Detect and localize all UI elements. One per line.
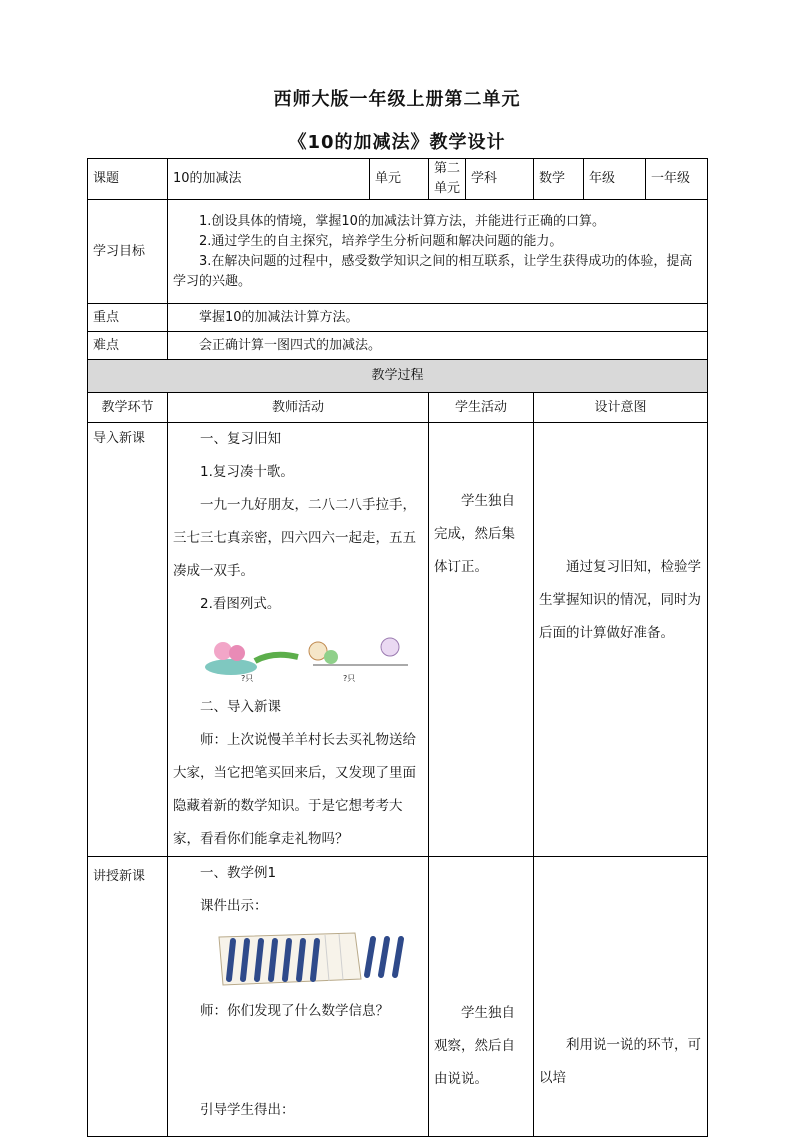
subject-label: 学科 [466, 159, 534, 200]
section1-teacher [168, 423, 429, 857]
goal-item: 2.通过学生的自主探究，培养学生分析问题和解决问题的能力。 [199, 233, 563, 249]
unit-label: 单元 [370, 159, 429, 200]
topic-label: 课题 [88, 159, 168, 200]
figure-label: ?只 [241, 674, 254, 683]
grade-label: 年级 [584, 159, 646, 200]
document-title: 西师大版一年级上册第二单元 [273, 89, 521, 110]
section1-stage: 导入新课 [88, 423, 168, 857]
process-header-row [88, 393, 708, 423]
info-row [88, 159, 708, 200]
difficulty-label: 难点 [88, 332, 168, 360]
process-heading: 教学过程 [88, 360, 708, 393]
teacher-line: 1.复习凑十歌。 [200, 464, 294, 480]
pens-illustration [215, 929, 415, 991]
section2-student: 学生独自观察，然后自由说说。 [429, 857, 534, 1137]
figure-label: ?只 [343, 674, 356, 683]
lesson-plan-table [87, 158, 708, 1137]
section1-student: 学生独自完成，然后集体订正。 [429, 423, 534, 857]
review-illustration [203, 627, 413, 687]
section2-stage: 讲授新课 [88, 857, 168, 1137]
goals-content [168, 200, 708, 304]
teacher-line: 引导学生得出： [200, 1102, 295, 1118]
difficulty-text: 会正确计算一图四式的加减法。 [168, 332, 708, 360]
teacher-line: 一九一九好朋友，二八二八手拉手，三七三七真亲密，四六四六一起走，五五凑成一双手。 [173, 497, 416, 579]
section2-row [88, 857, 708, 1137]
header-student: 学生活动 [429, 393, 534, 423]
teacher-line: 二、导入新课 [200, 699, 281, 715]
unit-value: 第二单元 [429, 159, 466, 200]
teacher-line: 一、教学例1 [200, 865, 277, 881]
goal-item: 3.在解决问题的过程中，感受数学知识之间的相互联系，让学生获得成功的体验，提高学习的兴趣。 [173, 253, 693, 289]
topic-value: 10的加减法 [168, 159, 370, 200]
header-teacher: 教师活动 [168, 393, 429, 423]
teacher-line: 一、复习旧知 [200, 431, 281, 447]
key-point-text: 掌握10的加减法计算方法。 [168, 304, 708, 332]
teacher-line: 师：你们发现了什么数学信息？ [200, 1003, 389, 1019]
header-stage: 教学环节 [88, 393, 168, 423]
grade-value: 一年级 [646, 159, 708, 200]
document-subtitle: 《10的加减法》教学设计 [288, 132, 506, 153]
key-point-row [88, 304, 708, 332]
teacher-line: 2.看图列式。 [200, 596, 281, 612]
teacher-line: 师：上次说慢羊羊村长去买礼物送给大家，当它把笔买回来后，又发现了里面隐藏着新的数学知识。于是它想考考大家，看看你们能拿走礼物吗？ [173, 732, 416, 847]
goal-item: 1.创设具体的情境，掌握10的加减法计算方法，并能进行正确的口算。 [199, 213, 605, 229]
process-heading-row [88, 360, 708, 393]
key-point-label: 重点 [88, 304, 168, 332]
section2-intent: 利用说一说的环节，可以培 [534, 857, 708, 1137]
goals-row [88, 200, 708, 304]
section1-intent: 通过复习旧知，检验学生掌握知识的情况，同时为后面的计算做好准备。 [534, 423, 708, 857]
header-intent: 设计意图 [534, 393, 708, 423]
teacher-line: 课件出示： [200, 898, 268, 914]
section1-row [88, 423, 708, 857]
subject-value: 数学 [534, 159, 584, 200]
section2-teacher [168, 857, 429, 1137]
goals-label: 学习目标 [88, 200, 168, 304]
difficulty-row [88, 332, 708, 360]
